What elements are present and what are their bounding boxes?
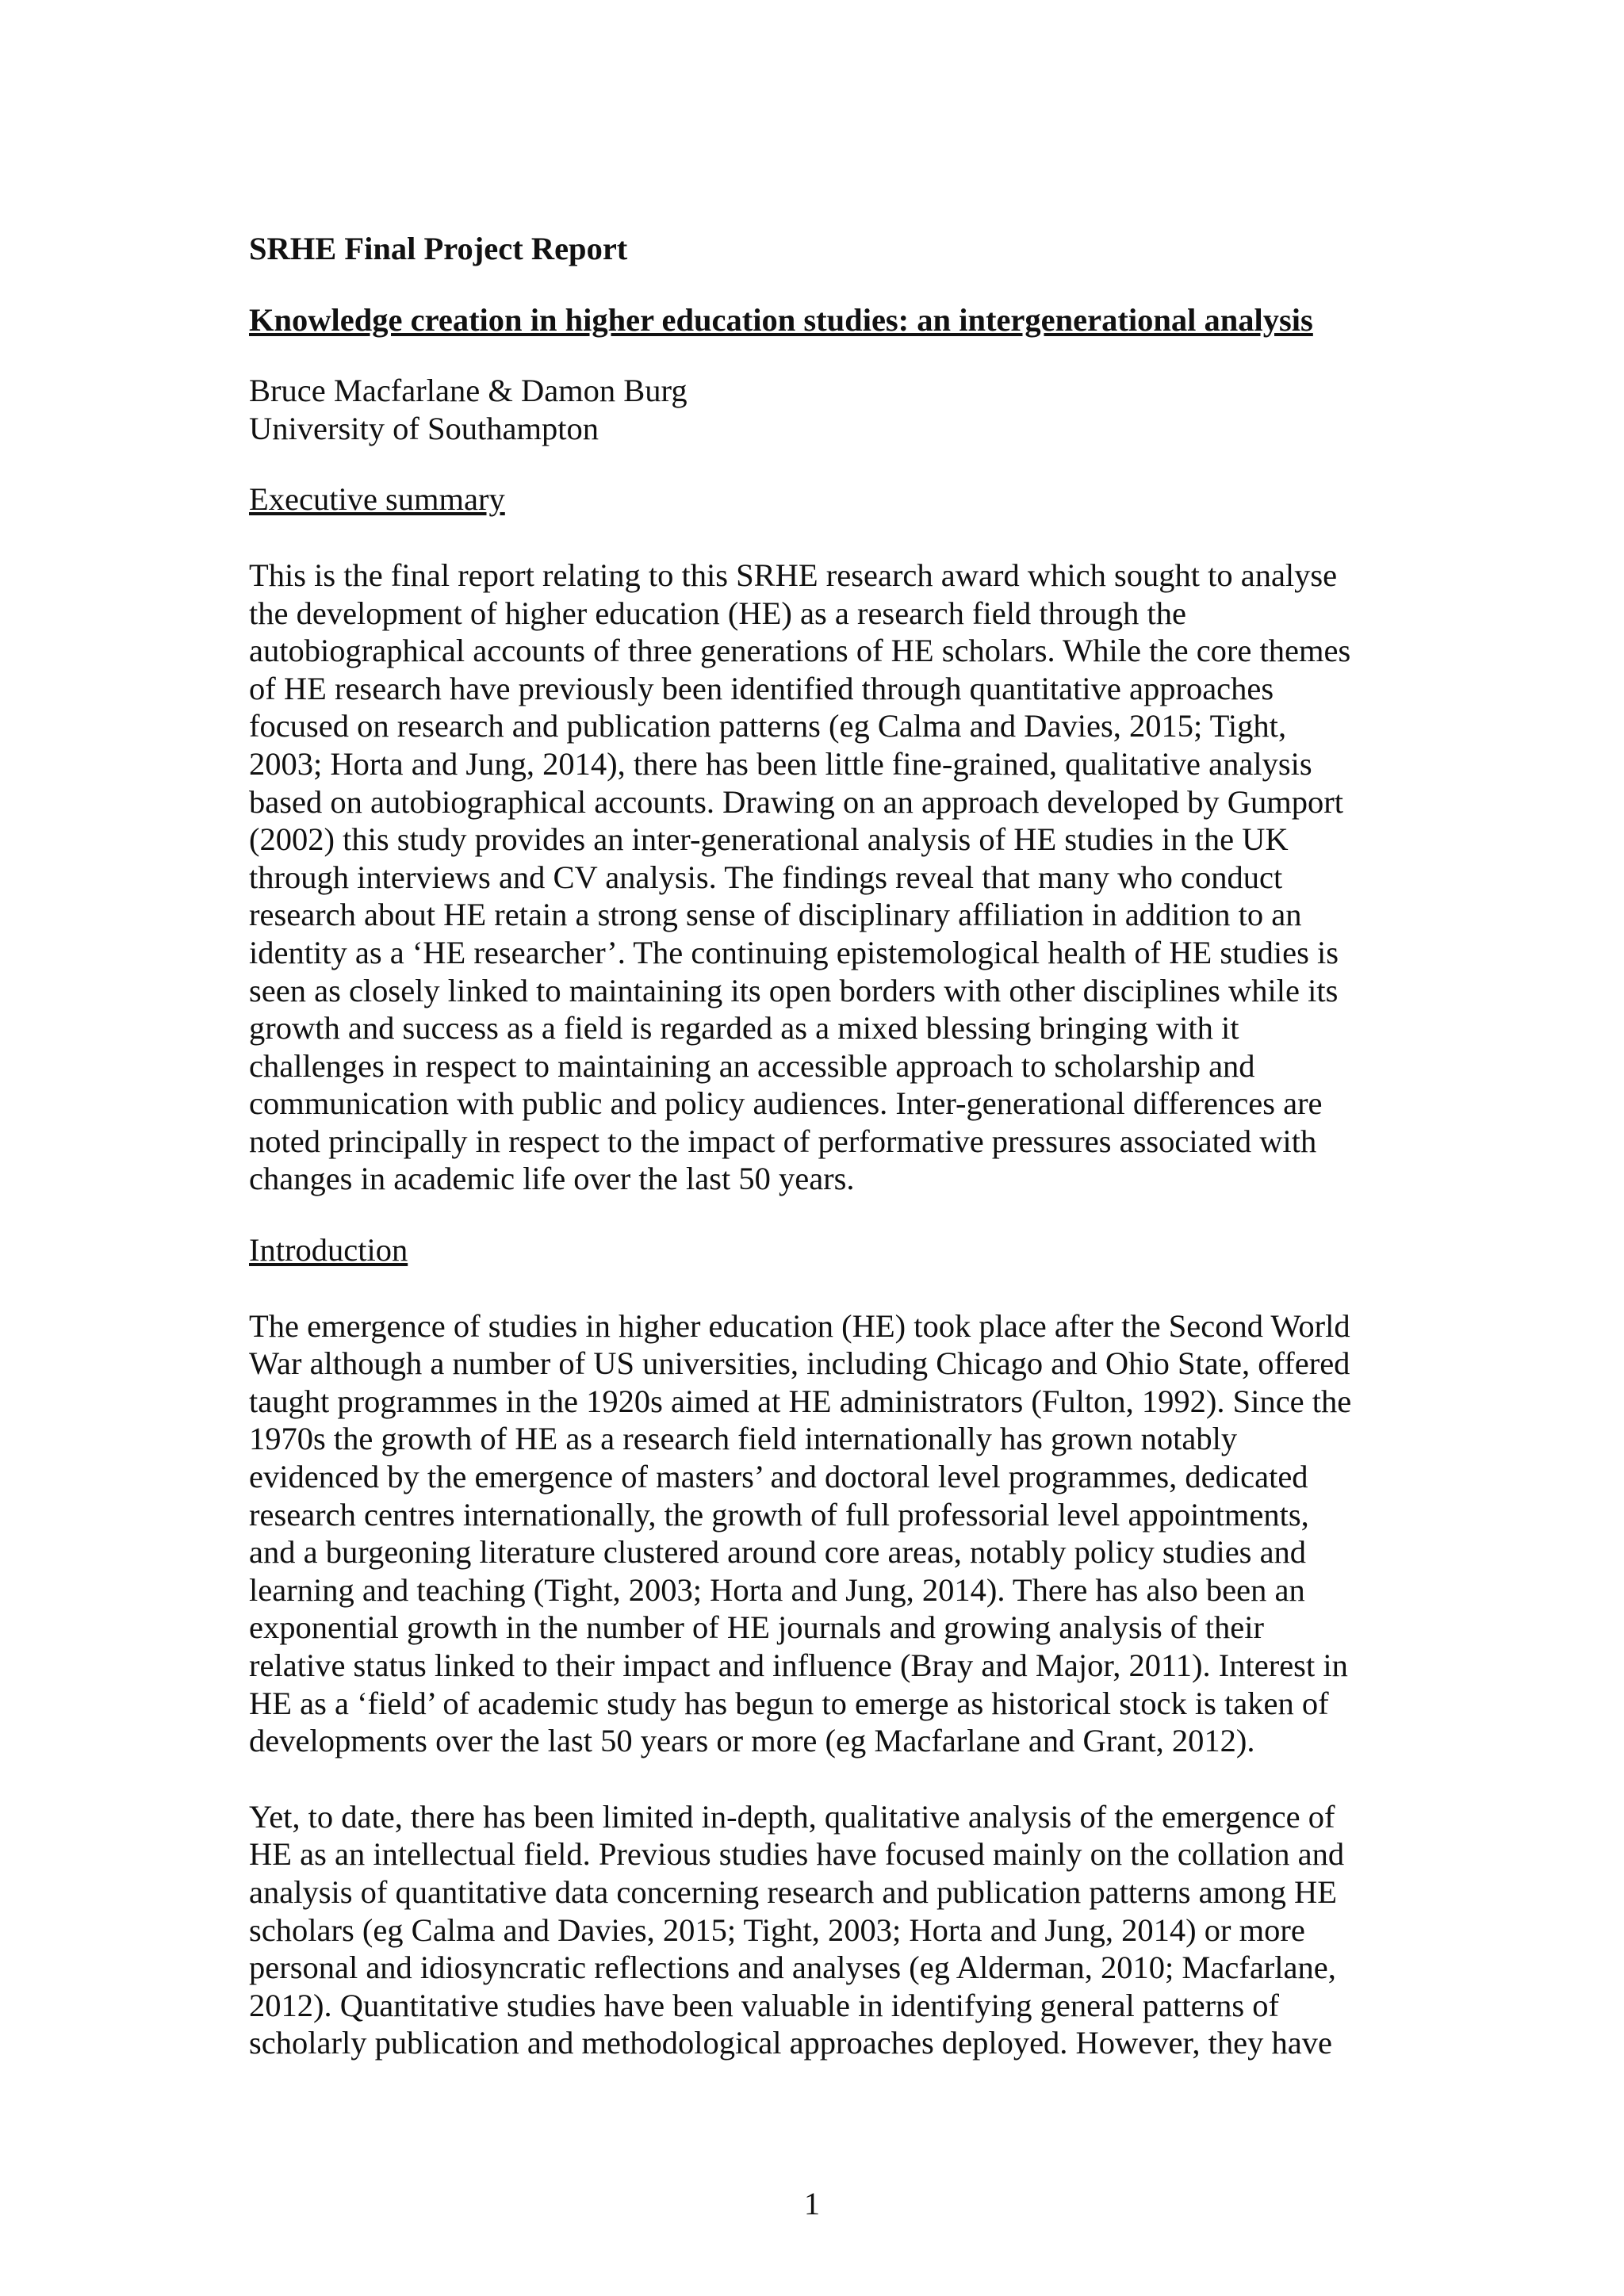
- text-line: of HE research have previously been identified through quantitative approaches: [249, 670, 1274, 706]
- text-line: scholars (eg Calma and Davies, 2015; Tight, 2003; Horta and Jung, 2014) or more: [249, 1911, 1305, 1948]
- document-title: Knowledge creation in higher education studies: an intergenerational analysis: [249, 301, 1313, 338]
- text-line: HE as an intellectual field. Previous studies have focused mainly on the collation and: [249, 1836, 1345, 1873]
- text-line: through interviews and CV analysis. The findings reveal that many who conduct: [249, 859, 1283, 895]
- text-line: exponential growth in the number of HE journals and growing analysis of their: [249, 1609, 1264, 1646]
- text-line: relative status linked to their impact and influence (Bray and Major, 2011). Interest in: [249, 1647, 1348, 1683]
- author-affiliation: University of Southampton: [249, 410, 599, 446]
- introduction-heading: Introduction: [249, 1232, 408, 1269]
- text-line: seen as closely linked to maintaining its open borders with other disciplines while its: [249, 972, 1339, 1008]
- author-block: [249, 372, 1399, 447]
- text-line: 1970s the growth of HE as a research field internationally has grown notably: [249, 1421, 1238, 1457]
- text-line: 2003; Horta and Jung, 2014), there has been little fine-grained, qualitative analysis: [249, 745, 1312, 782]
- text-line: research centres internationally, the growth of full professorial level appointments,: [249, 1496, 1309, 1533]
- text-line: Yet, to date, there has been limited in-depth, qualitative analysis of the emergence of: [249, 1798, 1335, 1835]
- page-number: 1: [803, 2186, 821, 2221]
- executive-summary-paragraph: [249, 557, 1399, 1198]
- text-line: personal and idiosyncratic reflections and analyses (eg Alderman, 2010; Macfarlane,: [249, 1950, 1336, 1986]
- introduction-paragraph-2: [249, 1798, 1399, 2062]
- text-line: learning and teaching (Tight, 2003; Horta and Jung, 2014). There has also been an: [249, 1571, 1305, 1608]
- text-line: based on autobiographical accounts. Drawing on an approach developed by Gumport: [249, 783, 1343, 820]
- executive-summary-heading: Executive summary: [249, 481, 505, 518]
- introduction-paragraph-1: [249, 1307, 1399, 1760]
- text-line: and a burgeoning literature clustered around core areas, notably policy studies and: [249, 1534, 1307, 1571]
- text-line: analysis of quantitative data concerning research and publication patterns among HE: [249, 1873, 1338, 1910]
- text-line: War although a number of US universities, including Chicago and Ohio State, offered: [249, 1345, 1350, 1382]
- text-line: developments over the last 50 years or more (eg Macfarlane and Grant, 2012).: [249, 1723, 1255, 1759]
- text-line: the development of higher education (HE) as a research field through the: [249, 595, 1186, 631]
- text-line: 2012). Quantitative studies have been valuable in identifying general patterns of: [249, 1987, 1279, 2023]
- author-names: Bruce Macfarlane & Damon Burg: [249, 373, 688, 409]
- text-line: focused on research and publication patterns (eg Calma and Davies, 2015; Tight,: [249, 708, 1287, 744]
- page-content: [249, 230, 1399, 2062]
- text-line: The emergence of studies in higher education (HE) took place after the Second World: [249, 1307, 1350, 1344]
- text-line: noted principally in respect to the impact of performative pressures associated with: [249, 1123, 1317, 1159]
- text-line: HE as a ‘field’ of academic study has begun to emerge as historical stock is taken of: [249, 1685, 1329, 1721]
- text-line: evidenced by the emergence of masters’ and doctoral level programmes, dedicated: [249, 1459, 1308, 1495]
- text-line: challenges in respect to maintaining an accessible approach to scholarship and: [249, 1047, 1255, 1084]
- text-line: This is the final report relating to this SRHE research award which sought to analyse: [249, 557, 1338, 593]
- text-line: identity as a ‘HE researcher’. The continuing epistemological health of HE studies is: [249, 934, 1339, 970]
- report-title: SRHE Final Project Report: [249, 231, 628, 266]
- text-line: taught programmes in the 1920s aimed at HE administrators (Fulton, 1992). Since the: [249, 1383, 1352, 1419]
- text-line: research about HE retain a strong sense of disciplinary affiliation in addition to an: [249, 897, 1302, 933]
- text-line: changes in academic life over the last 50 years.: [249, 1161, 855, 1197]
- text-line: scholarly publication and methodological approaches deployed. However, they have: [249, 2025, 1332, 2061]
- text-line: autobiographical accounts of three generations of HE scholars. While the core themes: [249, 633, 1351, 669]
- text-line: communication with public and policy audiences. Inter-generational differences are: [249, 1085, 1323, 1122]
- text-line: growth and success as a field is regarded as a mixed blessing bringing with it: [249, 1010, 1239, 1047]
- text-line: (2002) this study provides an inter-generational analysis of HE studies in the UK: [249, 821, 1289, 858]
